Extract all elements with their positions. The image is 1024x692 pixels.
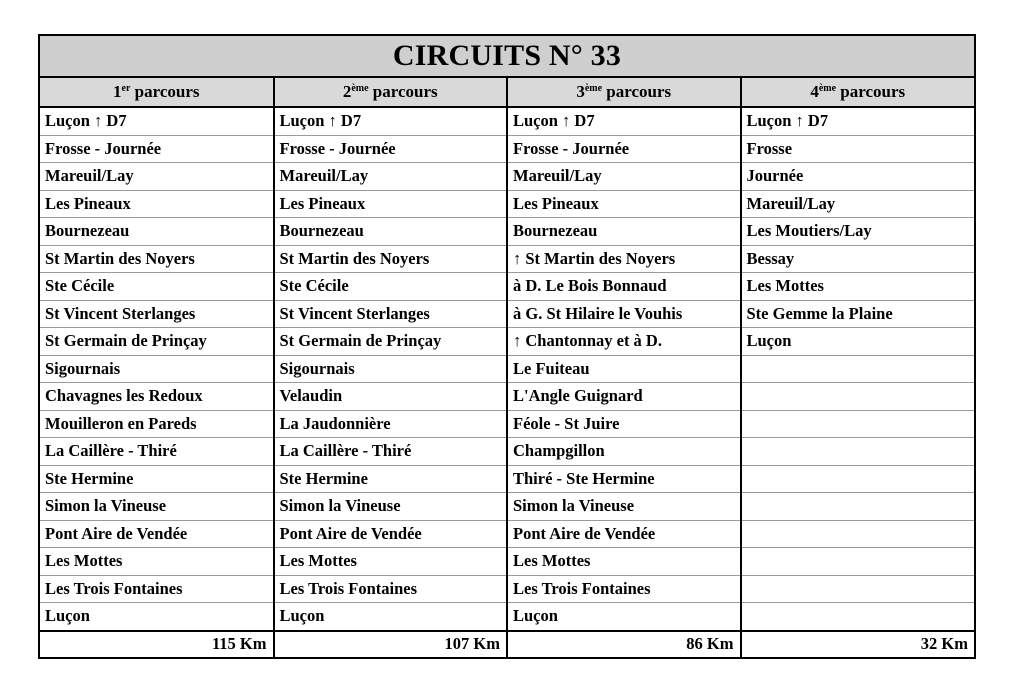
route-stop-cell: Luçon xyxy=(274,603,508,631)
distance-row xyxy=(40,631,974,657)
distance-cell: 86 Km xyxy=(507,631,741,657)
route-stop-cell: à G. St Hilaire le Vouhis xyxy=(507,300,741,328)
route-stop-cell: Ste Cécile xyxy=(40,273,274,301)
route-stop-cell xyxy=(741,493,975,521)
route-stop-cell: ↑ Chantonnay et à D. xyxy=(507,328,741,356)
table-row xyxy=(40,190,974,218)
route-stop-cell: Thiré - Ste Hermine xyxy=(507,465,741,493)
route-stop-cell xyxy=(741,520,975,548)
route-stop-cell: Ste Gemme la Plaine xyxy=(741,300,975,328)
route-stop-cell: Les Pineaux xyxy=(274,190,508,218)
route-stop-cell: Pont Aire de Vendée xyxy=(507,520,741,548)
route-stop-cell: Velaudin xyxy=(274,383,508,411)
route-stop-cell: Le Fuiteau xyxy=(507,355,741,383)
route-stop-cell: Les Mottes xyxy=(741,273,975,301)
route-stop-cell: St Germain de Prinçay xyxy=(274,328,508,356)
route-stop-cell: Les Trois Fontaines xyxy=(507,575,741,603)
route-stop-cell: Bournezeau xyxy=(507,218,741,246)
route-stop-cell: St Vincent Sterlanges xyxy=(40,300,274,328)
route-stop-cell: Journée xyxy=(741,163,975,191)
route-stop-cell: Les Mottes xyxy=(274,548,508,576)
route-stop-cell: St Martin des Noyers xyxy=(274,245,508,273)
route-stop-cell: Frosse - Journée xyxy=(40,135,274,163)
route-stop-cell: Féole - St Juire xyxy=(507,410,741,438)
route-stop-cell: Frosse - Journée xyxy=(507,135,741,163)
distance-cell: 32 Km xyxy=(741,631,975,657)
table-row xyxy=(40,245,974,273)
route-stop-cell: Frosse - Journée xyxy=(274,135,508,163)
route-stop-cell: Les Mottes xyxy=(40,548,274,576)
route-stop-cell: Luçon ↑ D7 xyxy=(507,107,741,135)
route-stop-cell: La Caillère - Thiré xyxy=(40,438,274,466)
route-stop-cell: Luçon xyxy=(40,603,274,631)
route-stop-cell xyxy=(741,438,975,466)
circuits-sheet xyxy=(38,34,976,659)
column-header-2: 2ème parcours xyxy=(274,78,508,107)
table-row xyxy=(40,575,974,603)
column-header-4: 4ème parcours xyxy=(741,78,975,107)
table-row xyxy=(40,218,974,246)
table-row xyxy=(40,465,974,493)
route-stop-cell: Sigournais xyxy=(274,355,508,383)
page-title: CIRCUITS N° 33 xyxy=(40,36,974,78)
route-stop-cell: Les Mottes xyxy=(507,548,741,576)
route-stop-cell xyxy=(741,410,975,438)
route-stop-cell: Frosse xyxy=(741,135,975,163)
route-stop-cell: Luçon ↑ D7 xyxy=(741,107,975,135)
column-header-3: 3ème parcours xyxy=(507,78,741,107)
route-stop-cell: St Martin des Noyers xyxy=(40,245,274,273)
route-stop-cell: à D. Le Bois Bonnaud xyxy=(507,273,741,301)
route-stop-cell: Mareuil/Lay xyxy=(741,190,975,218)
table-row xyxy=(40,493,974,521)
route-stop-cell: St Germain de Prinçay xyxy=(40,328,274,356)
column-header-1: 1er parcours xyxy=(40,78,274,107)
route-stop-cell: Luçon xyxy=(741,328,975,356)
route-stop-cell: Ste Hermine xyxy=(274,465,508,493)
route-stop-cell: Les Pineaux xyxy=(40,190,274,218)
route-stop-cell: Ste Cécile xyxy=(274,273,508,301)
table-row xyxy=(40,383,974,411)
route-stop-cell xyxy=(741,355,975,383)
route-stop-cell: Bournezeau xyxy=(274,218,508,246)
route-stop-cell: Luçon ↑ D7 xyxy=(274,107,508,135)
route-stop-cell: Les Pineaux xyxy=(507,190,741,218)
route-stop-cell: Pont Aire de Vendée xyxy=(274,520,508,548)
table-row xyxy=(40,273,974,301)
route-stop-cell: Les Trois Fontaines xyxy=(274,575,508,603)
route-stop-cell: Simon la Vineuse xyxy=(507,493,741,521)
table-row xyxy=(40,355,974,383)
route-stop-cell: Chavagnes les Redoux xyxy=(40,383,274,411)
header-row xyxy=(40,78,974,107)
circuits-table xyxy=(40,78,974,657)
route-stop-cell: Mouilleron en Pareds xyxy=(40,410,274,438)
table-row xyxy=(40,520,974,548)
route-stop-cell: ↑ St Martin des Noyers xyxy=(507,245,741,273)
route-stop-cell: La Caillère - Thiré xyxy=(274,438,508,466)
route-stop-cell: Les Trois Fontaines xyxy=(40,575,274,603)
route-stop-cell xyxy=(741,383,975,411)
table-row xyxy=(40,328,974,356)
route-stop-cell: Simon la Vineuse xyxy=(40,493,274,521)
table-row xyxy=(40,300,974,328)
route-stop-cell: Champgillon xyxy=(507,438,741,466)
route-stop-cell: Simon la Vineuse xyxy=(274,493,508,521)
table-row xyxy=(40,410,974,438)
route-stop-cell: Bessay xyxy=(741,245,975,273)
route-stop-cell: St Vincent Sterlanges xyxy=(274,300,508,328)
route-stop-cell: Les Moutiers/Lay xyxy=(741,218,975,246)
route-stop-cell: Mareuil/Lay xyxy=(507,163,741,191)
table-row xyxy=(40,603,974,631)
route-stop-cell: La Jaudonnière xyxy=(274,410,508,438)
route-stop-cell: Mareuil/Lay xyxy=(274,163,508,191)
table-row xyxy=(40,135,974,163)
route-stop-cell: Sigournais xyxy=(40,355,274,383)
route-stop-cell: Mareuil/Lay xyxy=(40,163,274,191)
route-stop-cell xyxy=(741,548,975,576)
route-stop-cell: Luçon xyxy=(507,603,741,631)
distance-cell: 115 Km xyxy=(40,631,274,657)
distance-cell: 107 Km xyxy=(274,631,508,657)
route-stop-cell xyxy=(741,465,975,493)
table-row xyxy=(40,163,974,191)
route-stop-cell xyxy=(741,603,975,631)
route-stop-cell: Bournezeau xyxy=(40,218,274,246)
route-stop-cell: L'Angle Guignard xyxy=(507,383,741,411)
route-stop-cell xyxy=(741,575,975,603)
table-row xyxy=(40,438,974,466)
route-stop-cell: Luçon ↑ D7 xyxy=(40,107,274,135)
table-row xyxy=(40,548,974,576)
table-row xyxy=(40,107,974,135)
route-stop-cell: Ste Hermine xyxy=(40,465,274,493)
route-stop-cell: Pont Aire de Vendée xyxy=(40,520,274,548)
